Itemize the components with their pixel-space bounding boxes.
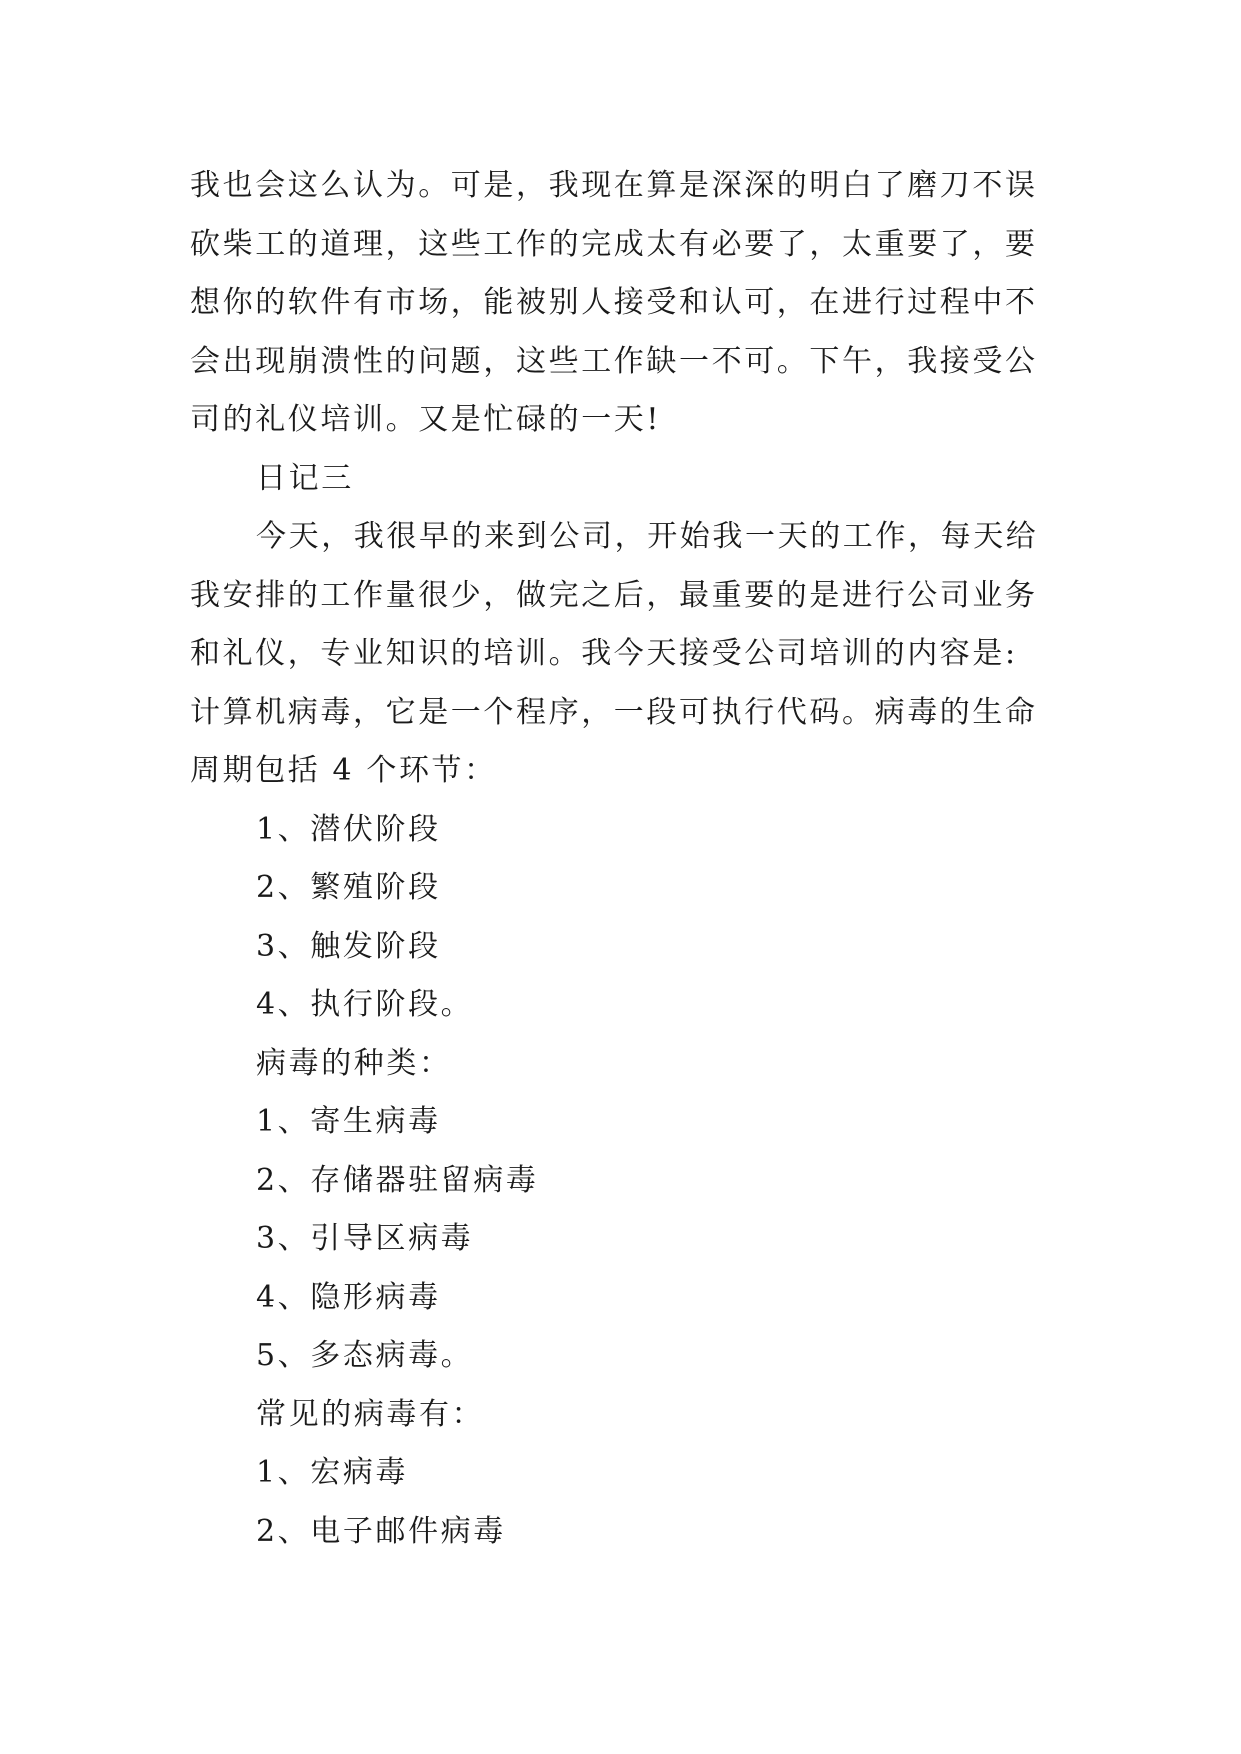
paragraph-line: 会出现崩溃性的问题，这些工作缺一不可。下午，我接受公 bbox=[190, 343, 1038, 379]
list-item: 4、执行阶段。 bbox=[256, 987, 474, 1022]
list-item: 4、隐形病毒 bbox=[256, 1279, 441, 1315]
paragraph-line: 今天，我很早的来到公司，开始我一天的工作，每天给 bbox=[256, 519, 1039, 554]
list-item: 2、存储器驻留病毒 bbox=[256, 1162, 539, 1198]
paragraph-line: 我也会这么认为。可是，我现在算是深深的明白了磨刀不误 bbox=[190, 168, 1038, 203]
paragraph-line: 我安排的工作量很少，做完之后，最重要的是进行公司业务 bbox=[190, 577, 1038, 613]
section-heading: 常见的病毒有： bbox=[256, 1396, 485, 1432]
list-item: 1、寄生病毒 bbox=[256, 1104, 441, 1139]
paragraph-line: 司的礼仪培训。又是忙碌的一天! bbox=[190, 402, 662, 437]
list-item: 5、多态病毒。 bbox=[256, 1338, 474, 1373]
list-item: 1、宏病毒 bbox=[256, 1455, 409, 1490]
list-item: 1、潜伏阶段 bbox=[256, 811, 441, 847]
paragraph-line: 砍柴工的道理，这些工作的完成太有必要了，太重要了，要 bbox=[190, 226, 1038, 262]
list-item: 3、引导区病毒 bbox=[256, 1221, 474, 1256]
diary-heading: 日记三 bbox=[256, 460, 354, 496]
list-item: 2、电子邮件病毒 bbox=[256, 1513, 506, 1549]
list-item: 2、繁殖阶段 bbox=[256, 870, 441, 905]
paragraph-line: 计算机病毒，它是一个程序，一段可执行代码。病毒的生命 bbox=[190, 694, 1038, 730]
document-page bbox=[190, 157, 1060, 1561]
list-item: 3、触发阶段 bbox=[256, 928, 441, 964]
section-heading: 病毒的种类： bbox=[256, 1045, 452, 1081]
paragraph-line: 周期包括 4 个环节： bbox=[190, 753, 497, 788]
paragraph-line: 和礼仪，专业知识的培训。我今天接受公司培训的内容是: bbox=[190, 636, 1018, 671]
paragraph-line: 想你的软件有市场，能被别人接受和认可，在进行过程中不 bbox=[190, 285, 1038, 320]
